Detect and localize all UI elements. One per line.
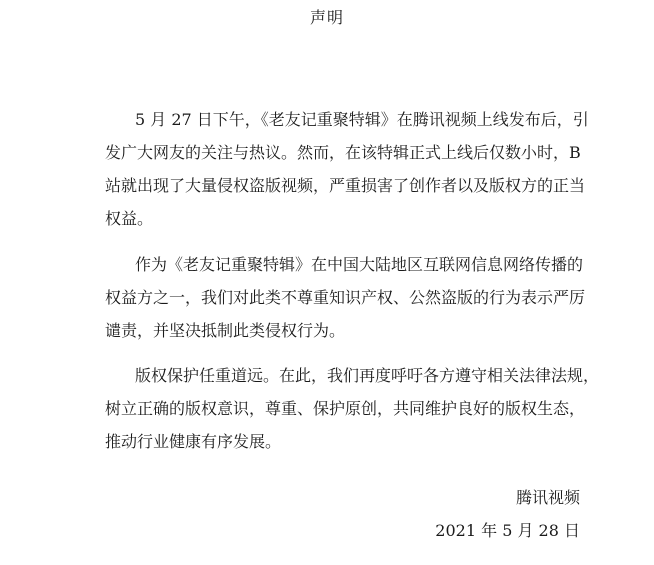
paragraph-1-line-3: 站就出现了大量侵权盗版视频，严重损害了创作者以及版权方的正当: [105, 176, 586, 195]
paragraph-1-line-1: 5 月 27 日下午，《老友记重聚特辑》在腾讯视频上线发布后，引: [135, 110, 589, 129]
document-title: 声明: [309, 8, 344, 27]
paragraph-1-line-4: 权益。: [105, 209, 154, 228]
signature-organization: 腾讯视频: [515, 488, 580, 507]
paragraph-3-line-3: 推动行业健康有序发展。: [105, 432, 282, 451]
paragraph-2-line-2: 权益方之一，我们对此类不尊重知识产权、公然盗版的行为表示严厉: [105, 288, 586, 307]
paragraph-2-line-1: 作为《老友记重聚特辑》在中国大陆地区互联网信息网络传播的: [135, 255, 584, 274]
paragraph-2-line-3: 谴责，并坚决抵制此类侵权行为。: [105, 321, 346, 340]
paragraph-3-line-2: 树立正确的版权意识，尊重、保护原创，共同维护良好的版权生态，: [105, 399, 586, 418]
paragraph-3-line-1: 版权保护任重道远。在此，我们再度呼吁各方遵守相关法律法规，: [135, 366, 600, 385]
signature-date: 2021 年 5 月 28 日: [435, 521, 580, 540]
paragraph-1-line-2: 发广大网友的关注与热议。然而，在该特辑正式上线后仅数小时，B: [105, 143, 581, 162]
